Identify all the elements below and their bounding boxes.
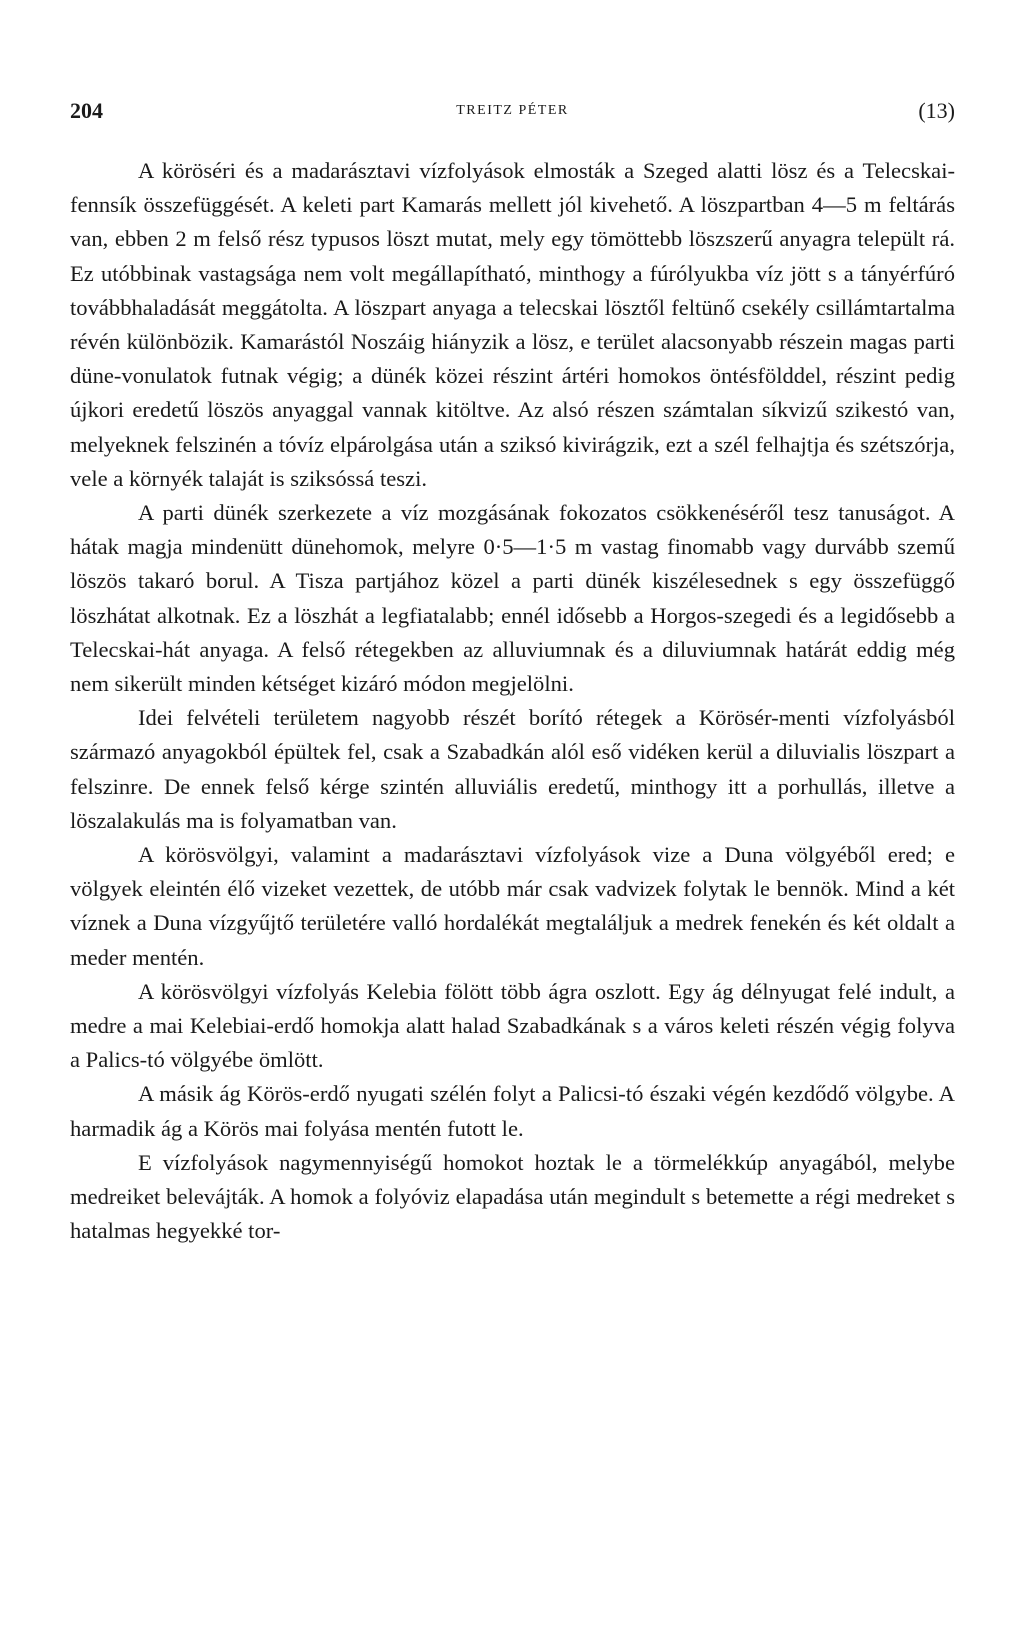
paragraph: A köröséri és a madarásztavi vízfolyások elmosták a Szeged alatti lösz és a Telecskai-fennsík összefüggését. A keleti part Kamarás mellett jól kivehető. A löszpartban 4—5 m feltárás van, ebben 2 m felső rész typusos löszt mutat, mely egy tömöttebb löszszerű anyagra települt rá. Ez utóbbinak vastagsága nem volt megállapítható, minthogy a fúrólyukba víz jött s a tányérfúró továbbhaladását meggátolta. A löszpart anyaga a telecskai lösztől feltünő csekély csillámtartalma révén különbözik. Kamarástól Noszáig hiányzik a lösz, e terület alacsonyabb részein magas parti düne-vonulatok futnak végig; a dünék közei részint ártéri homokos öntésfölddel, részint pedig újkori eredetű löszös anyaggal vannak kitöltve. Az alsó részen számtalan síkvizű szikestó van, melyeknek felszinén a tóvíz elpárolgása után a sziksó kivirágzik, ezt a szél felhajtja és szétszórja, vele a környék talaját is sziksóssá teszi.: [70, 158, 955, 491]
running-header: [70, 96, 955, 126]
page-number: 204: [70, 98, 103, 123]
body-text: [70, 154, 955, 1249]
paragraph: A körösvölgyi vízfolyás Kelebia fölött több ágra oszlott. Egy ág délnyugat felé indult, a medre a mai Kelebiai-erdő homokja alatt halad Szabadkának s a város keleti részén végig folyva a Palics-tó völgyébe ömlött.: [70, 978, 955, 1073]
paragraph: A körösvölgyi, valamint a madarásztavi vízfolyások vize a Duna völgyéből ered; e völgyek eleintén élő vizeket vezettek, de utóbb már csak vadvizek folytak le bennök. Mind a két víznek a Duna vízgyűjtő területére valló hordalékát megtaláljuk a medrek fenekén és két oldalt a meder mentén.: [70, 842, 955, 970]
paragraph: E vízfolyások nagymennyiségű homokot hoztak le a törmelékkúp anyagából, melybe medreiket belevájták. A homok a folyóviz elapadása után megindult s betemette a régi medreket s hatalmas hegyekké tor-: [70, 1149, 955, 1244]
paragraph: A parti dünék szerkezete a víz mozgásának fokozatos csökkenéséről tesz tanuságot. A hátak magja mindenütt dünehomok, melyre 0·5—1·5 m vastag finomabb vagy durvább szemű löszös takaró borul. A Tisza partjához közel a parti dünék kiszélesednek s egy összefüggő löszhátat alkotnak. Ez a löszhát a legfiatalabb; ennél idősebb a Horgos-szegedi és a legidősebb a Telecskai-hát anyaga. A felső rétegekben az alluviumnak és a diluviumnak határát eddig még nem sikerült minden kétséget kizáró módon megjelölni.: [70, 500, 955, 697]
paragraph: Idei felvételi területem nagyobb részét borító rétegek a Körösér-menti vízfolyásból származó anyagokból épültek fel, csak a Szabadkán alól eső vidéken kerül a diluvialis löszpart a felszinre. De ennek felső kérge szintén alluviális eredetű, minthogy itt a porhullás, illetve a löszalakulás ma is folyamatban van.: [70, 705, 955, 833]
section-number: (13): [918, 98, 955, 123]
author-name: TREITZ PÉTER: [456, 103, 569, 118]
document-page: [70, 96, 955, 1626]
paragraph: A másik ág Körös-erdő nyugati szélén folyt a Palicsi-tó északi végén kezdődő völgybe. A harmadik ág a Körös mai folyása mentén futott le.: [70, 1081, 955, 1141]
